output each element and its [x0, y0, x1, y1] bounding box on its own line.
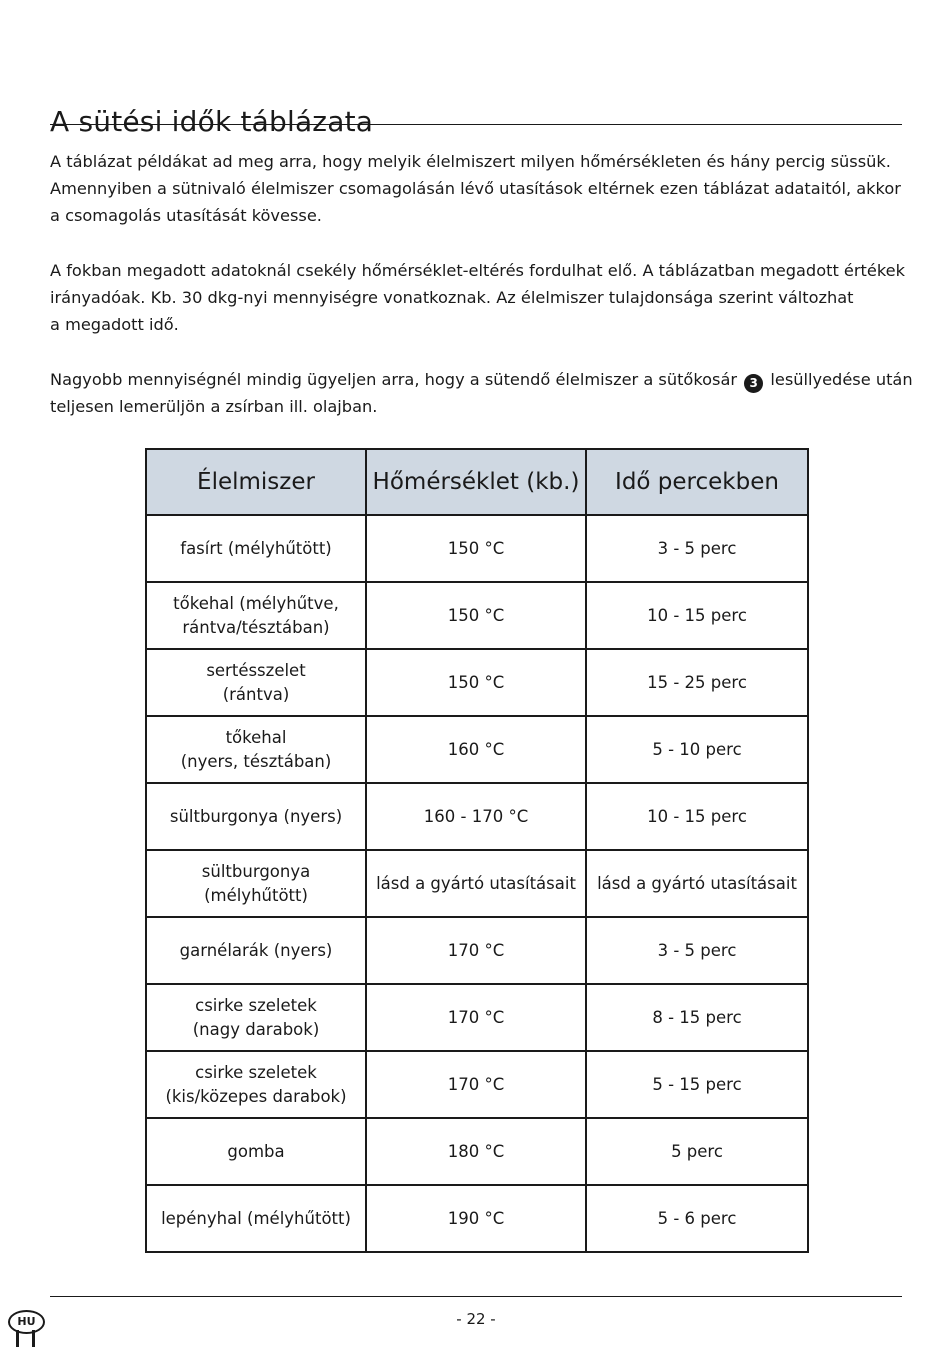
table-body — [146, 515, 808, 1252]
basket-note-paragraph — [50, 366, 913, 420]
temperature-cell: 160 - 170 °C — [366, 783, 586, 850]
time-cell: 3 - 5 perc — [586, 515, 808, 582]
paragraph-line: a megadott idő. — [50, 315, 179, 334]
food-cell — [146, 850, 366, 917]
time-cell: 5 perc — [586, 1118, 808, 1185]
table-row — [146, 850, 808, 917]
food-name-line: csirke szeletek — [195, 995, 317, 1015]
temperature-cell: lásd a gyártó utasításait — [366, 850, 586, 917]
time-cell: 10 - 15 perc — [586, 582, 808, 649]
temperature-cell: 170 °C — [366, 984, 586, 1051]
paragraph-line: teljesen lemerüljön a zsírban ill. olajban. — [50, 397, 378, 416]
time-cell: 5 - 6 perc — [586, 1185, 808, 1252]
food-name-line: csirke szeletek — [195, 1062, 317, 1082]
paragraph-line — [50, 366, 913, 393]
food-cell — [146, 716, 366, 783]
food-name-line: (rántva) — [222, 684, 290, 704]
temperature-cell: 150 °C — [366, 515, 586, 582]
time-cell: 10 - 15 perc — [586, 783, 808, 850]
food-cell — [146, 649, 366, 716]
table-row — [146, 1051, 808, 1118]
page-number: - 22 - — [456, 1310, 496, 1328]
paragraph-line: irányadóak. Kb. 30 dkg-nyi mennyiségre vonatkoznak. Az élelmiszer tulajdonsága szerint változhat — [50, 288, 854, 307]
table-row — [146, 984, 808, 1051]
paragraph-line: A táblázat példákat ad meg arra, hogy melyik élelmiszert milyen hőmérsékleten és hány percig süssük. — [50, 152, 891, 171]
food-cell — [146, 582, 366, 649]
header-temperature: Hőmérséklet (kb.) — [366, 449, 586, 515]
food-cell — [146, 984, 366, 1051]
table-row — [146, 1185, 808, 1252]
food-name-line: gomba — [227, 1141, 285, 1161]
title-divider — [50, 124, 902, 125]
food-name-line: (kis/közepes darabok) — [165, 1086, 347, 1106]
food-name-line: lepényhal (mélyhűtött) — [161, 1208, 351, 1228]
table-row — [146, 917, 808, 984]
time-cell: 3 - 5 perc — [586, 917, 808, 984]
paragraph-line: a csomagolás utasítását kövesse. — [50, 206, 322, 225]
badge-tick-mark — [16, 1330, 19, 1347]
language-badge: HU — [8, 1310, 45, 1334]
food-name-line: sültburgonya (mélyhűtött) — [201, 861, 311, 905]
food-cell — [146, 917, 366, 984]
table-row — [146, 783, 808, 850]
food-name-line: tőkehal (mélyhűtve, — [173, 593, 339, 613]
table-row — [146, 1118, 808, 1185]
frying-times-table — [145, 448, 809, 1253]
part-number-marker: 3 — [744, 374, 763, 393]
temperature-cell: 190 °C — [366, 1185, 586, 1252]
temperature-note-paragraph — [50, 257, 910, 338]
table-row — [146, 716, 808, 783]
temperature-cell: 160 °C — [366, 716, 586, 783]
table-header-row — [146, 449, 808, 515]
paragraph-text: Nagyobb mennyiségnél mindig ügyeljen arra, hogy a sütendő élelmiszer a sütőkosár — [50, 370, 738, 389]
time-cell: 5 - 15 perc — [586, 1051, 808, 1118]
food-cell — [146, 1051, 366, 1118]
food-cell — [146, 515, 366, 582]
food-cell — [146, 783, 366, 850]
header-food: Élelmiszer — [146, 449, 366, 515]
food-cell — [146, 1118, 366, 1185]
food-name-line: tőkehal — [225, 727, 287, 747]
temperature-cell: 150 °C — [366, 649, 586, 716]
food-name-line: rántva/tésztában) — [182, 617, 330, 637]
table-row — [146, 515, 808, 582]
temperature-cell: 150 °C — [366, 582, 586, 649]
food-cell — [146, 1185, 366, 1252]
food-name-line: (nyers, tésztában) — [180, 751, 332, 771]
header-time: Idő percekben — [586, 449, 808, 515]
badge-tick-mark — [32, 1330, 35, 1347]
time-cell: lásd a gyártó utasításait — [586, 850, 808, 917]
time-cell: 8 - 15 perc — [586, 984, 808, 1051]
table-row — [146, 582, 808, 649]
paragraph-line: Amennyiben a sütnivaló élelmiszer csomagolásán lévő utasítások eltérnek ezen táblázat adataitól, akkor — [50, 179, 901, 198]
time-cell: 5 - 10 perc — [586, 716, 808, 783]
temperature-cell: 170 °C — [366, 917, 586, 984]
food-name-line: sültburgonya (nyers) — [169, 806, 343, 826]
paragraph-text: lesüllyedése után — [770, 370, 913, 389]
temperature-cell: 170 °C — [366, 1051, 586, 1118]
intro-paragraph — [50, 148, 910, 229]
footer-divider — [50, 1296, 902, 1297]
food-name-line: garnélarák (nyers) — [179, 940, 333, 960]
food-name-line: (nagy darabok) — [192, 1019, 320, 1039]
time-cell: 15 - 25 perc — [586, 649, 808, 716]
food-name-line: sertésszelet — [206, 660, 306, 680]
food-name-line: fasírt (mélyhűtött) — [180, 538, 332, 558]
page-title: A sütési idők táblázata — [50, 104, 374, 138]
paragraph-line: A fokban megadott adatoknál csekély hőmérséklet-eltérés fordulhat elő. A táblázatban megadott értékek — [50, 261, 905, 280]
table-row — [146, 649, 808, 716]
temperature-cell: 180 °C — [366, 1118, 586, 1185]
